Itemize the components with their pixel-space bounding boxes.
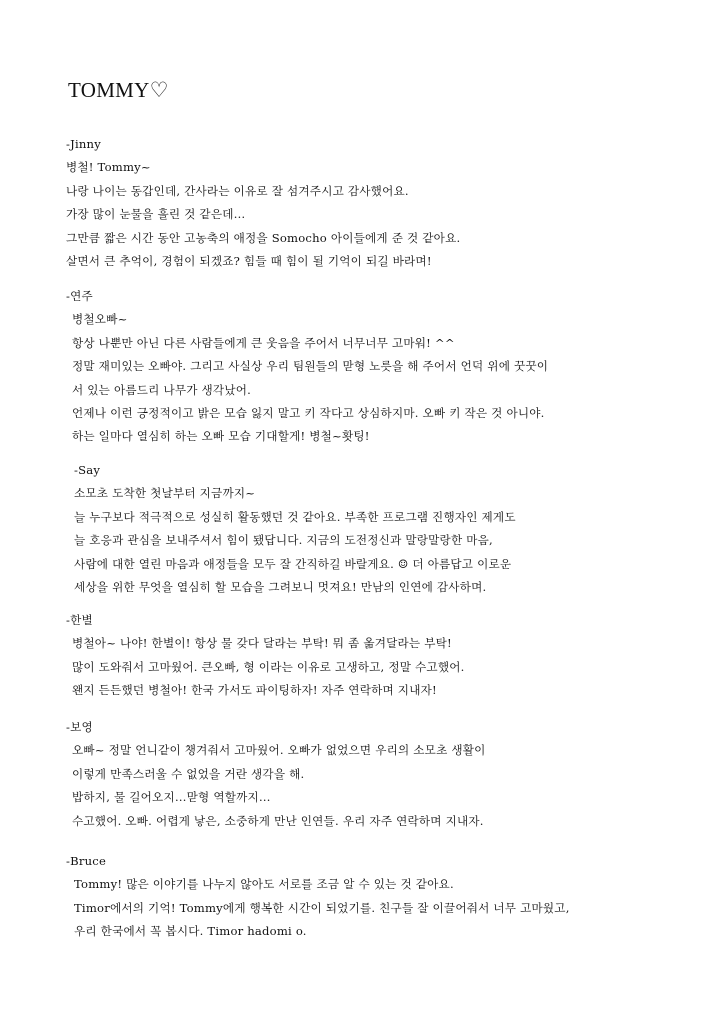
message-hanbyeol [66, 609, 666, 703]
message-line: 항상 나뿐만 아닌 다른 사람들에게 큰 웃음을 주어서 너무너무 고마워! ^^ [72, 335, 455, 350]
message-line: 오빠~ 정말 언니같이 챙겨줘서 고마웠어. 오빠가 없었으면 우리의 소모초 생활이 [72, 743, 486, 758]
message-line: 살면서 큰 추억이, 경험이 되겠죠? 힘들 때 힘이 될 기억이 되길 바라며! [66, 253, 432, 268]
message-line: Timor에서의 기억! Tommy에게 행복한 시간이 되었기를. 친구들 잘 이끌어줘서 너무 고마웠고, [74, 900, 570, 915]
message-line: 사람에 대한 열린 마음과 애정들을 모두 잘 간직하길 바랄게요. ☺ 더 아름답고 이로운 [74, 556, 512, 571]
message-line: 가장 많이 눈물을 흘린 것 같은데… [66, 207, 246, 222]
message-line: 병철아~ 나야! 한별이! 항상 물 갖다 달라는 부탁! 뭐 좀 옮겨달라는 부탁! [72, 636, 452, 651]
message-jinny [66, 133, 666, 273]
message-yeonju [66, 285, 666, 449]
message-line: Tommy! 많은 이야기를 나누지 않아도 서로를 조금 알 수 있는 것 같아요. [74, 877, 454, 892]
section-header: -연주 [66, 289, 93, 303]
message-line: 늘 누구보다 적극적으로 성실히 활동했던 것 같아요. 부족한 프로그램 진행자인 제게도 [74, 509, 516, 524]
section-header: -Bruce [66, 854, 107, 868]
message-line: 정말 재미있는 오빠야. 그리고 사실상 우리 팀원들의 맏형 노릇을 해 주어서 언덕 위에 꿋꿋이 [72, 359, 549, 374]
section-header: -Jinny [66, 137, 101, 151]
section-header: -Say [74, 463, 101, 477]
message-line: 그만큼 짧은 시간 동안 고농축의 애정을 Somocho 아이들에게 준 것 같아요. [66, 230, 461, 245]
message-line: 왠지 든든했던 병철아! 한국 가서도 파이팅하자! 자주 연락하며 지내자! [72, 683, 437, 698]
message-line: 많이 도와줘서 고마웠어. 큰오빠, 형 이라는 이유로 고생하고, 정말 수고했어. [72, 659, 465, 674]
message-line: 우리 한국에서 꼭 봅시다. Timor hadomi o. [74, 924, 307, 939]
message-line: 소모초 도착한 첫날부터 지금까지~ [74, 486, 256, 501]
section-header: -보영 [66, 720, 93, 734]
message-line: 늘 호응과 관심을 보내주셔서 힘이 됐답니다. 지금의 도전정신과 말랑말랑한 마음, [74, 533, 493, 548]
page-title: TOMMY♡ [68, 78, 169, 102]
message-line: 나랑 나이는 동갑인데, 간사라는 이유로 잘 섬겨주시고 감사했어요. [66, 183, 409, 198]
message-line: 언제나 이런 긍정적이고 밝은 모습 잃지 말고 키 작다고 상심하지마. 오빠 키 작은 것 아니야. [72, 405, 545, 420]
message-line: 밥하지, 물 길어오지…맏형 역할까지… [72, 790, 271, 805]
message-line: 병철오빠~ [72, 312, 128, 327]
message-line: 하는 일마다 열심히 하는 오빠 모습 기대할게! 병철~홧팅! [72, 429, 370, 444]
message-line: 서 있는 아름드리 나무가 생각났어. [72, 382, 252, 397]
message-line: 세상을 위한 무엇을 열심히 할 모습을 그려보니 멋져요! 만남의 인연에 감사하며. [74, 579, 487, 594]
message-bruce [66, 850, 666, 944]
message-say [66, 459, 666, 599]
message-line: 이렇게 만족스러울 수 없었을 거란 생각을 해. [72, 766, 305, 781]
message-line: 수고했어. 오빠. 어렵게 낳은, 소중하게 만난 인연들. 우리 자주 연락하며 지내자. [72, 813, 484, 828]
section-header: -한별 [66, 613, 93, 627]
message-line: 병철! Tommy~ [66, 160, 151, 175]
message-boyoung [66, 716, 666, 833]
